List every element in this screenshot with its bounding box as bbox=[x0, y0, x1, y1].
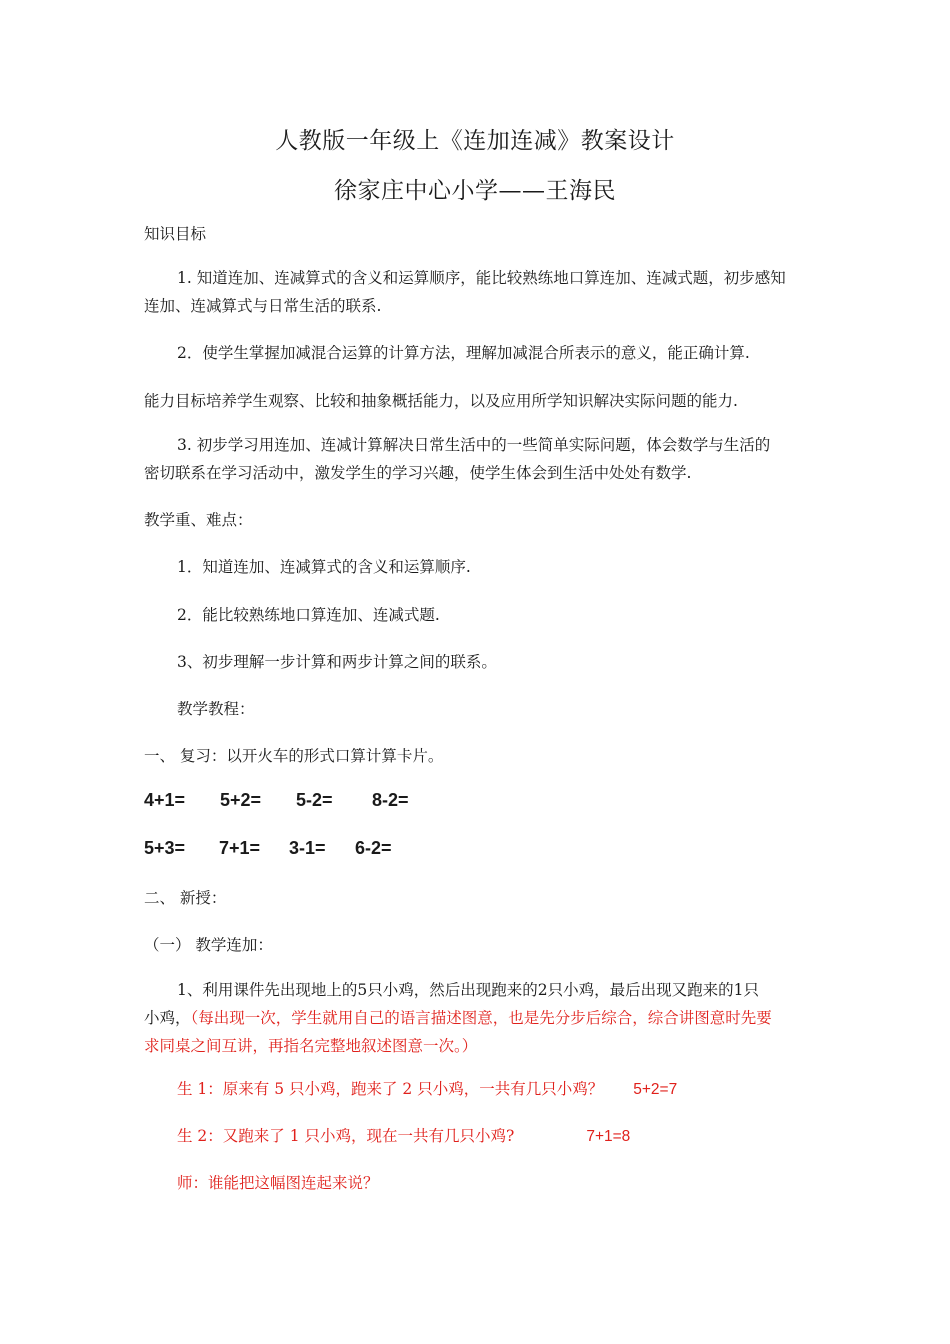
key-point-1: 1．知道连加、连减算式的含义和运算顺序. bbox=[177, 558, 471, 576]
calc-card: 4+1= bbox=[144, 790, 186, 810]
review-heading: 一、 复习：以开火车的形式口算计算卡片。 bbox=[144, 747, 444, 765]
key-points-label: 教学重、难点： bbox=[144, 511, 253, 529]
teacher-line: 师：谁能把这幅图连起来说？ bbox=[177, 1174, 379, 1192]
addition-sub-heading: （一） 教学连加： bbox=[144, 936, 273, 954]
calc-cards-row-2 bbox=[144, 838, 431, 859]
step-1-line-2 bbox=[144, 1004, 814, 1032]
calc-card: 6-2= bbox=[355, 838, 392, 858]
step-1-line-3: 求同桌之间互讲，再指名完整地叙述图意一次。） bbox=[144, 1037, 478, 1055]
new-lesson-heading: 二、 新授： bbox=[144, 889, 227, 907]
calc-card: 8-2= bbox=[372, 790, 409, 810]
document-title: 人教版一年级上《连加连减》教案设计 bbox=[275, 128, 675, 154]
calc-card: 3-1= bbox=[289, 838, 326, 858]
calc-cards-row-1 bbox=[144, 790, 448, 811]
calc-card: 5-2= bbox=[296, 790, 333, 810]
student-1-equation: 5+2=7 bbox=[633, 1081, 678, 1098]
ability-goal-paragraph: 能力目标培养学生观察、比较和抽象概括能力，以及应用所学知识解决实际问题的能力. bbox=[144, 392, 738, 410]
goal-1-line-1: 1. 知道连加、连减算式的含义和运算顺序，能比较熟练地口算连加、连减式题，初步感知 bbox=[177, 269, 786, 287]
key-point-2: 2．能比较熟练地口算连加、连减式题. bbox=[177, 606, 440, 624]
key-point-3: 3、初步理解一步计算和两步计算之间的联系。 bbox=[177, 653, 497, 671]
student-2-question: 生 2：又跑来了 1 只小鸡，现在一共有几只小鸡? bbox=[177, 1127, 515, 1145]
document-subtitle: 徐家庄中心小学——王海民 bbox=[334, 178, 616, 204]
goal-1-paragraph bbox=[144, 264, 814, 320]
student-1-line bbox=[177, 1077, 677, 1099]
goal-3-line-2: 密切联系在学习活动中，激发学生的学习兴趣，使学生体会到生活中处处有数学. bbox=[144, 464, 692, 482]
goal-2-paragraph: 2．使学生掌握加减混合运算的计算方法，理解加减混合所表示的意义，能正确计算. bbox=[177, 344, 750, 362]
calc-card: 5+3= bbox=[144, 838, 186, 858]
goal-3-paragraph bbox=[144, 431, 814, 487]
student-2-equation: 7+1=8 bbox=[586, 1128, 631, 1145]
goal-1-line-2: 连加、连减算式与日常生活的联系. bbox=[144, 297, 382, 315]
student-1-question: 生 1：原来有 5 只小鸡，跑来了 2 只小鸡，一共有几只小鸡？ bbox=[177, 1080, 604, 1098]
process-label: 教学教程： bbox=[177, 700, 255, 718]
calc-card: 7+1= bbox=[219, 838, 261, 858]
step-1-paragraph bbox=[144, 976, 814, 1060]
step-1-note: （每出现一次，学生就用自己的语言描述图意，也是先分步后综合，综合讲图意时先要 bbox=[190, 1009, 772, 1027]
calc-card: 5+2= bbox=[220, 790, 262, 810]
goal-3-line-1: 3. 初步学习用连加、连减计算解决日常生活中的一些简单实际问题，体会数学与生活的 bbox=[177, 436, 771, 454]
step-1-text: 小鸡， bbox=[144, 1009, 191, 1027]
step-1-line-1: 1、利用课件先出现地上的5只小鸡，然后出现跑来的2只小鸡，最后出现又跑来的1只 bbox=[177, 981, 759, 999]
student-2-line bbox=[177, 1124, 630, 1146]
knowledge-goal-label: 知识目标 bbox=[144, 225, 207, 243]
